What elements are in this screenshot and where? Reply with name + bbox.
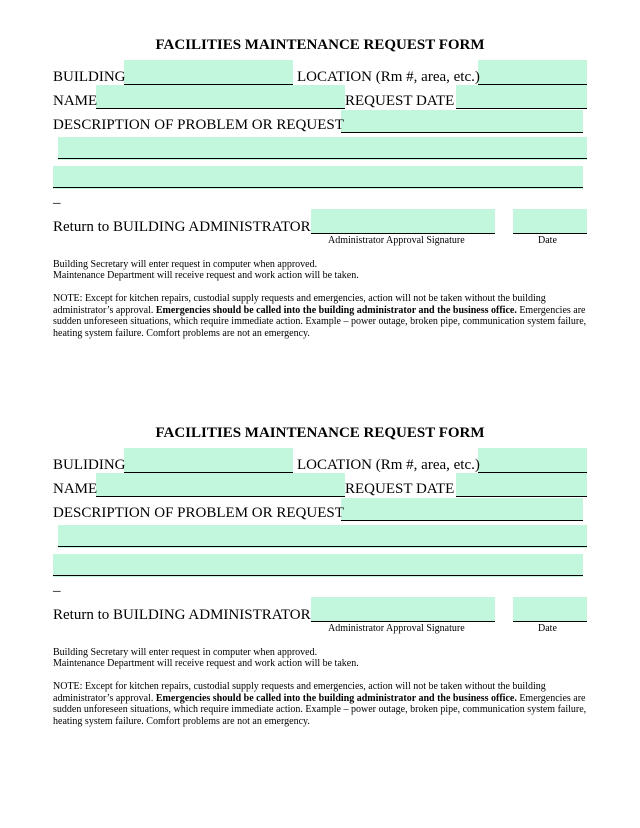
- description-label: DESCRIPTION OF PROBLEM OR REQUEST: [53, 505, 344, 521]
- description-underline-1: [341, 132, 583, 133]
- date-underline: [513, 621, 587, 622]
- signature-underline: [311, 233, 495, 234]
- maintenance-form-1: [0, 36, 640, 376]
- note-bold: Emergencies should be called into the building administrator and the business office.: [155, 304, 517, 316]
- description-underline-2: [58, 158, 587, 159]
- description-row: [53, 504, 593, 524]
- return-row: [53, 606, 593, 626]
- name-row: [53, 92, 593, 112]
- info-line-2: Maintenance Department will receive request and work action will be taken.: [53, 658, 359, 669]
- note-end: Emergencies are sudden unforeseen situations, which require immediate action. Example – power outage, broken pipe, communication system failure, heating system failure. Comfort problems are not an emergency.: [53, 692, 587, 727]
- name-underline: [96, 496, 345, 497]
- description-row: [53, 116, 593, 136]
- note-paragraph: [53, 293, 593, 339]
- note-paragraph: [53, 681, 593, 727]
- name-underline: [96, 108, 345, 109]
- description-label: DESCRIPTION OF PROBLEM OR REQUEST: [53, 117, 344, 133]
- continuation-dash: _: [53, 190, 61, 206]
- info-line-1: Building Secretary will enter request in computer when approved.: [53, 259, 318, 270]
- date-caption: Date: [538, 623, 557, 634]
- building-label: BULIDING: [53, 457, 126, 473]
- form-title: FACILITIES MAINTENANCE REQUEST FORM: [155, 37, 485, 53]
- return-label: Return to BUILDING ADMINISTRATOR: [53, 219, 311, 235]
- description-underline-3: [53, 575, 583, 576]
- form-title: FACILITIES MAINTENANCE REQUEST FORM: [155, 425, 485, 441]
- location-label: LOCATION (Rm #, area, etc.): [297, 69, 480, 85]
- note-start: NOTE: Except for kitchen repairs, custodial supply requests and emergencies, action will not be taken without the building administrator’s approval.: [53, 681, 546, 704]
- name-label: NAME: [53, 481, 98, 497]
- description-underline-3: [53, 187, 583, 188]
- date-underline: [513, 233, 587, 234]
- info-line-2: Maintenance Department will receive request and work action will be taken.: [53, 270, 359, 281]
- return-label: Return to BUILDING ADMINISTRATOR: [53, 607, 311, 623]
- date-caption: Date: [538, 235, 557, 246]
- note-bold: Emergencies should be called into the building administrator and the business office.: [155, 692, 517, 704]
- signature-underline: [311, 621, 495, 622]
- request-date-label: REQUEST DATE: [345, 93, 455, 109]
- description-field-line-2[interactable]: [58, 137, 587, 160]
- description-underline-2: [58, 546, 587, 547]
- description-underline-1: [341, 520, 583, 521]
- signature-caption: Administrator Approval Signature: [328, 623, 465, 634]
- request-date-underline: [456, 496, 587, 497]
- return-row: [53, 218, 593, 238]
- description-field-line-3[interactable]: [53, 166, 583, 189]
- name-row: [53, 480, 593, 500]
- note-end: Emergencies are sudden unforeseen situations, which require immediate action. Example – power outage, broken pipe, communication system failure, heating system failure. Comfort problems are not an emergency.: [53, 304, 587, 339]
- name-label: NAME: [53, 93, 98, 109]
- building-label: BUILDING: [53, 69, 126, 85]
- info-line-1: Building Secretary will enter request in computer when approved.: [53, 647, 318, 658]
- request-date-label: REQUEST DATE: [345, 481, 455, 497]
- description-field-line-3[interactable]: [53, 554, 583, 577]
- description-field-line-2[interactable]: [58, 525, 587, 548]
- request-date-underline: [456, 108, 587, 109]
- note-start: NOTE: Except for kitchen repairs, custodial supply requests and emergencies, action will not be taken without the building administrator’s approval.: [53, 293, 546, 316]
- maintenance-form-2: [0, 424, 640, 764]
- location-label: LOCATION (Rm #, area, etc.): [297, 457, 480, 473]
- signature-caption: Administrator Approval Signature: [328, 235, 465, 246]
- continuation-dash: _: [53, 578, 61, 594]
